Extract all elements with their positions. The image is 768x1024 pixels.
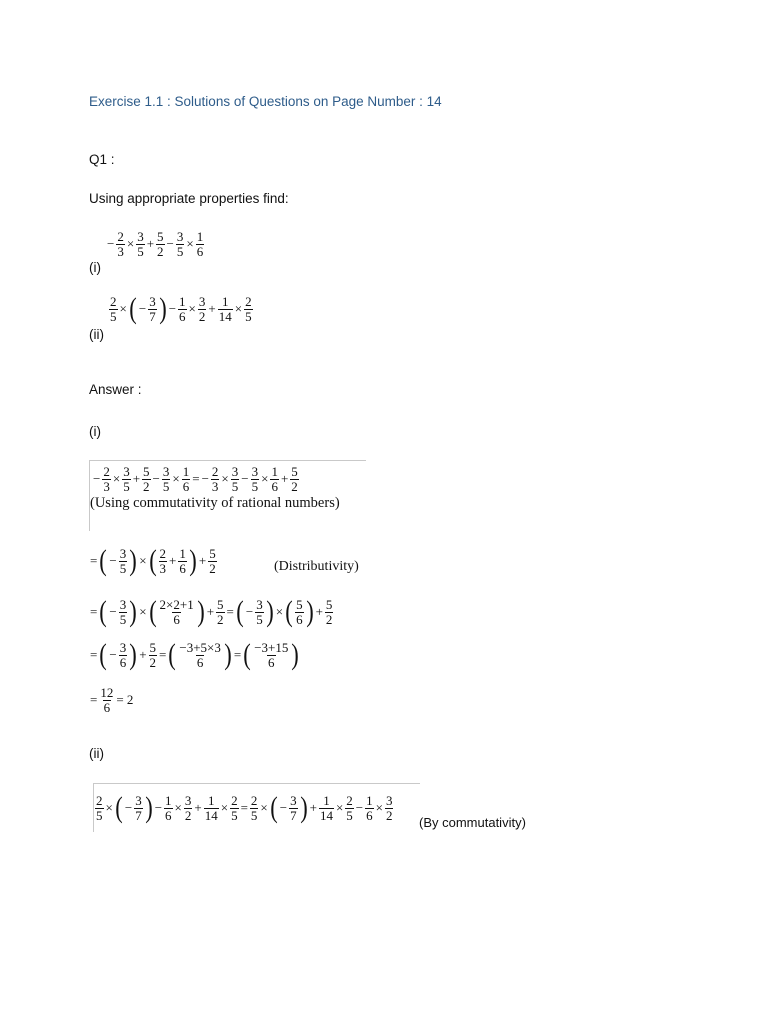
by-commutativity-note: (By commutativity)	[419, 815, 526, 830]
distributivity-note: (Distributivity)	[274, 559, 359, 574]
answer-i-step2: = ( − $\frac{3}{5}$ ) × ( $\frac{2}{3}$ + $\frac{1}{6}$ ) + $\frac{5}{2}$	[90, 544, 216, 577]
part-i-label: (i)	[89, 260, 101, 275]
result-denominator: 6	[103, 699, 111, 715]
answer-i-step3: = ( − $\frac{3}{5}$ ) × ( $\frac{2\times 2+1}{6}$ ) + $\frac{5}{2}$ = ( − $\frac{3}{5}$ ) × ( $\frac{5}{6}$ ) + $\frac{5}{2}$	[90, 595, 333, 628]
answer-i-step1: − $\frac{2}{3}$ × $\frac{3}{5}$ + $\frac{5}{2}$ − $\frac{3}{5}$ × $\frac{1}{6}$ = − $\frac{2}{3}$ × $\frac{3}{5}$ − $\frac{3}{5}$ × $\frac{1}{6}$ + $\frac{5}{2}$ (Using commutativity of rational numbers)	[89, 460, 366, 531]
answer-ii-step1: $\frac{2}{5}$ × ( − $\frac{3}{7}$ ) − $\frac{1}{6}$ × $\frac{3}{2}$ + $\frac{1}{14}$ × $\frac{2}{5}$ = $\frac{2}{5}$ × ( − $\frac{3}{7}$ ) + $\frac{1}{14}$ × $\frac{2}{5}$ − $\frac{1}{6}$ × $\frac{3}{2}$	[93, 783, 420, 832]
answer-i-result: = $\frac{12}{6}$ = 2	[90, 685, 134, 715]
answer-ii-label: (ii)	[89, 746, 104, 761]
question-i-expression: − $\frac{2}{3}$ × $\frac{3}{5}$ + $\frac{5}{2}$ − $\frac{3}{5}$ × $\frac{1}{6}$	[107, 229, 204, 259]
question-ii-expression: $\frac{2}{5}$ × ( − $\frac{3}{7}$ ) − $\frac{1}{6}$ × $\frac{3}{2}$ + $\frac{1}{14}$ × $\frac{2}{5}$	[110, 292, 252, 325]
answer-label: Answer :	[89, 382, 142, 397]
commutativity-note: (Using commutativity of rational numbers)	[90, 495, 340, 512]
part-ii-label: (ii)	[89, 327, 104, 342]
question-number: Q1 :	[89, 152, 115, 167]
result-numerator: 12	[100, 685, 114, 700]
result-value: = 2	[116, 692, 134, 708]
answer-i-step4: = ( − $\frac{3}{6}$ ) + $\frac{5}{2}$ = ( $\frac{-3+5\times 3}{6}$ ) = ( $\frac{-3+15}{6}$ )	[90, 638, 300, 671]
page-heading: Exercise 1.1 : Solutions of Questions on Page Number : 14	[89, 94, 442, 109]
answer-i-label: (i)	[89, 424, 101, 439]
question-text: Using appropriate properties find:	[89, 191, 289, 206]
